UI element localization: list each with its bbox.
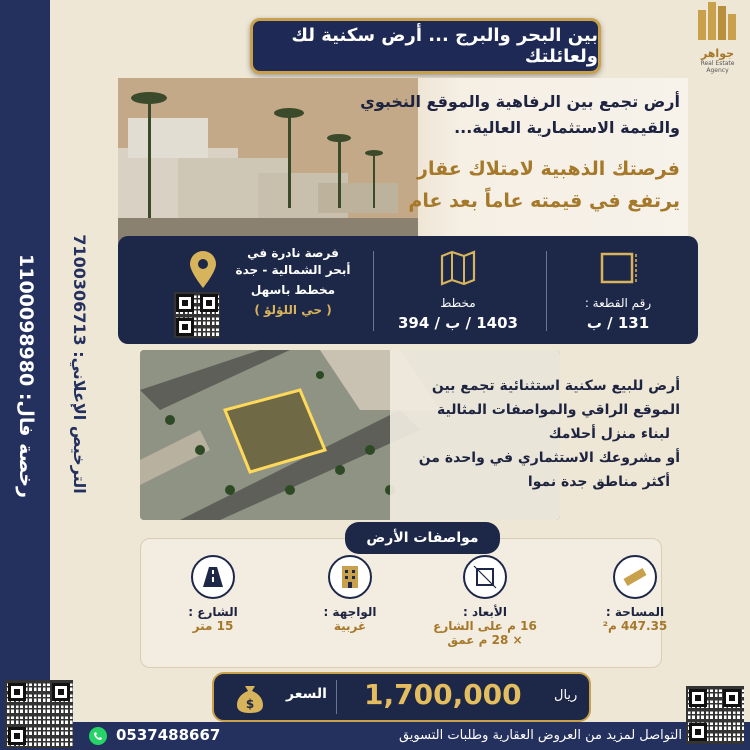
svg-text:$: $ — [245, 697, 255, 711]
plot-square-icon — [598, 248, 638, 288]
info-bar — [118, 236, 698, 344]
dimensions-value-2: × 28 م عمق — [447, 633, 523, 647]
logo-subtitle: Real Estate Agency — [700, 60, 735, 74]
price-label: السعر — [286, 686, 327, 702]
dimensions-value-1: 16 م على الشارع — [433, 619, 537, 633]
phone-number[interactable]: 0537488667 — [116, 726, 221, 744]
plan-info — [378, 248, 538, 332]
spec-area — [580, 555, 690, 633]
desc-line-3: لبناء منزل أحلامك — [548, 426, 670, 442]
specs-title — [345, 522, 500, 554]
price-bar — [212, 672, 591, 722]
hero-line-1: أرض تجمع بين الرفاهية والموقع النخبوي — [360, 92, 680, 111]
desc-line-5: أكثر مناطق جدة نموا — [527, 474, 670, 490]
plan-value: 1403 / ب / 394 — [398, 314, 518, 332]
hero-gold-2: يرتفع في قيمته عاماً بعد عام — [408, 190, 680, 212]
map-icon — [438, 248, 478, 288]
building-icon — [328, 555, 372, 599]
footer-contact-text: التواصل لمزيد من العروض العقارية وطلبات التسويق — [398, 728, 682, 743]
facade-value: غربية — [333, 619, 367, 633]
plot-label: رقم القطعة : — [584, 296, 652, 310]
desc-line-1: أرض للبيع سكنية استثنائية تجمع بين — [431, 378, 680, 394]
street-value: 15 متر — [192, 619, 234, 633]
location-pin-icon — [188, 250, 218, 290]
whatsapp-icon[interactable] — [88, 726, 108, 746]
fal-license: رخصة فال: 1100098980 — [15, 254, 37, 498]
headline-text: بين البحر والبرج ... أرض سكنية لك ولعائلتك — [291, 25, 598, 67]
desc-line-2: الموقع الراقي والمواصفات المثالية — [437, 402, 680, 418]
area-label: المساحة : — [605, 605, 665, 619]
price-value: 1,700,000 — [364, 678, 522, 711]
location-line-1: فرصة نادرة في — [247, 246, 339, 260]
logo-mark-icon — [696, 0, 740, 44]
currency-label: ريال — [554, 688, 578, 703]
plot-info — [548, 248, 688, 332]
plot-value: 131 / ب — [586, 314, 650, 332]
ad-license: الترخيص الإعلاني: 7100306713 — [70, 234, 89, 494]
dimensions-icon — [463, 555, 507, 599]
divider — [373, 251, 374, 331]
logo-name: جواهر — [700, 47, 735, 60]
road-icon — [191, 555, 235, 599]
spec-facade — [295, 555, 405, 633]
footer-qr-code-left[interactable] — [5, 680, 73, 748]
headline-banner — [250, 18, 601, 74]
ruler-icon — [613, 555, 657, 599]
footer-bar — [0, 722, 750, 750]
desc-line-4: أو مشروعك الاستثماري في واحدة من — [418, 450, 680, 466]
divider — [546, 251, 547, 331]
company-logo — [690, 0, 745, 74]
facade-label: الواجهة : — [323, 605, 377, 619]
hero-line-2: والقيمة الاستثمارية العالية... — [454, 118, 680, 137]
location-info — [218, 246, 368, 317]
location-line-3: مخطط باسهل — [250, 283, 336, 297]
footer-qr-code-right[interactable] — [686, 686, 744, 744]
location-line-4: ( حي اللؤلؤ ) — [254, 303, 332, 317]
specs-title-text: مواصفات الأرض — [366, 530, 479, 546]
dimensions-label: الأبعاد : — [463, 605, 507, 619]
hero-gold-1: فرصتك الذهبية لامتلاك عقار — [417, 158, 680, 180]
spec-dimensions — [430, 555, 540, 647]
money-bag-icon — [234, 680, 266, 714]
plan-label: مخطط — [440, 296, 476, 310]
spec-street — [158, 555, 268, 633]
location-qr-code[interactable] — [174, 292, 220, 338]
area-value: 447.35 م² — [602, 619, 668, 633]
location-line-2: أبحر الشمالية - جدة — [235, 263, 351, 277]
street-label: الشارع : — [188, 605, 238, 619]
divider — [336, 680, 337, 714]
